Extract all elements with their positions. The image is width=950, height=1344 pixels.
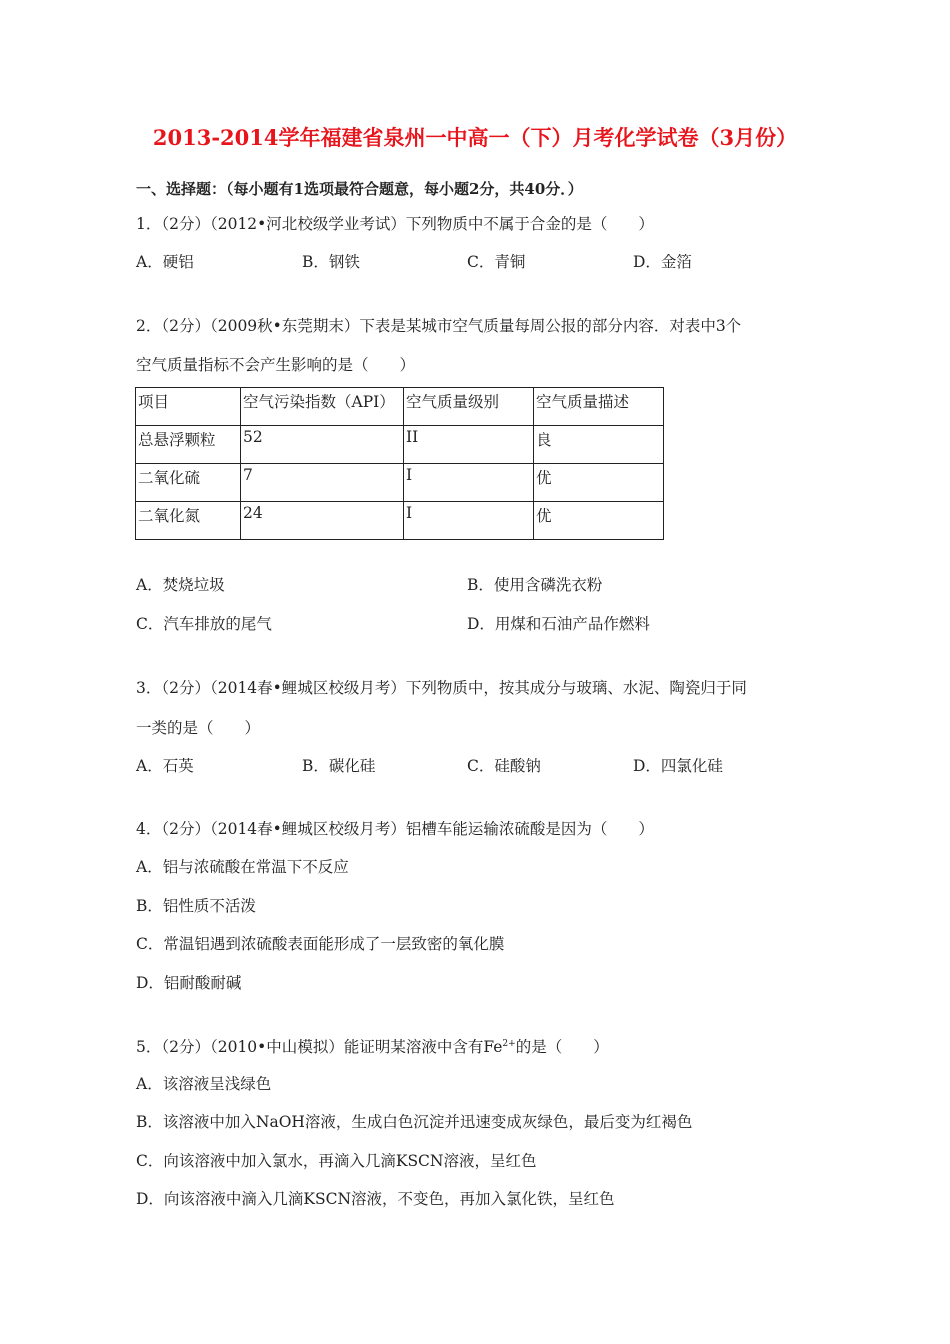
q4-option-a: A．铝与浓硫酸在常温下不反应 <box>136 858 349 876</box>
q4-option-d: D．铝耐酸耐碱 <box>136 974 242 992</box>
air-quality-table <box>135 387 664 540</box>
table-cell: I <box>404 464 534 502</box>
exam-title: 2013-2014学年福建省泉州一中高一（下）月考化学试卷（3月份） <box>152 125 798 150</box>
table-cell: I <box>404 502 534 540</box>
table-header-cell: 空气质量描述 <box>534 388 664 426</box>
question-1-stem: 1．（2分）（2012•河北校级学业考试）下列物质中不属于合金的是（ ） <box>136 215 654 233</box>
table-cell: 7 <box>241 464 404 502</box>
table-row <box>136 464 664 502</box>
table-header-cell: 空气污染指数（API） <box>241 388 404 426</box>
q5-option-c: C．向该溶液中加入氯水，再滴入几滴KSCN溶液，呈红色 <box>136 1152 537 1170</box>
table-cell: 52 <box>241 426 404 464</box>
q5-option-b: B．该溶液中加入NaOH溶液，生成白色沉淀并迅速变成灰绿色，最后变为红褐色 <box>136 1113 693 1131</box>
question-3-stem: 3．（2分）（2014春•鲤城区校级月考）下列物质中，按其成分与玻璃、水泥、陶瓷归于同 <box>136 679 747 697</box>
q1-option-c: C．青铜 <box>467 253 526 271</box>
q3-option-b: B．碳化硅 <box>302 757 376 775</box>
question-5-stem-end: 的是（ ） <box>515 1038 609 1056</box>
table-header-cell: 空气质量级别 <box>404 388 534 426</box>
table-row <box>136 426 664 464</box>
table-cell: 总悬浮颗粒 <box>136 426 241 464</box>
question-2-stem-cont: 空气质量指标不会产生影响的是（ ） <box>136 356 416 374</box>
q3-option-a: A．石英 <box>136 757 194 775</box>
q1-option-d: D．金箔 <box>633 253 692 271</box>
ion-charge-superscript: 2+ <box>502 1038 516 1049</box>
q4-option-b: B．铝性质不活泼 <box>136 897 256 915</box>
table-header-cell: 项目 <box>136 388 241 426</box>
table-cell: 优 <box>534 464 664 502</box>
question-5-stem-text: 5．（2分）（2010•中山模拟）能证明某溶液中含有Fe <box>136 1038 503 1056</box>
q2-option-b: B．使用含磷洗衣粉 <box>467 576 603 594</box>
table-cell: 二氧化氮 <box>136 502 241 540</box>
section-heading: 一、选择题：（每小题有1选项最符合题意，每小题2分，共40分．） <box>136 180 583 198</box>
table-row <box>136 502 664 540</box>
table-cell: 优 <box>534 502 664 540</box>
q4-option-c: C．常温铝遇到浓硫酸表面能形成了一层致密的氧化膜 <box>136 935 505 953</box>
q3-option-c: C．硅酸钠 <box>467 757 541 775</box>
q2-option-a: A．焚烧垃圾 <box>136 576 225 594</box>
q1-option-b: B．钢铁 <box>302 253 360 271</box>
q1-option-a: A．硬铝 <box>136 253 194 271</box>
question-3-stem-cont: 一类的是（ ） <box>136 719 261 737</box>
question-5-stem <box>136 1035 609 1057</box>
q2-option-c: C．汽车排放的尾气 <box>136 615 272 633</box>
q5-option-d: D．向该溶液中滴入几滴KSCN溶液，不变色，再加入氯化铁，呈红色 <box>136 1190 615 1208</box>
table-cell: 二氧化硫 <box>136 464 241 502</box>
question-4-stem: 4．（2分）（2014春•鲤城区校级月考）铝槽车能运输浓硫酸是因为（ ） <box>136 820 654 838</box>
question-2-stem: 2．（2分）（2009秋•东莞期末）下表是某城市空气质量每周公报的部分内容．对表中3个 <box>136 317 742 335</box>
table-header-row <box>136 388 664 426</box>
q3-option-d: D．四氯化硅 <box>633 757 723 775</box>
table-cell: 良 <box>534 426 664 464</box>
q2-option-d: D．用煤和石油产品作燃料 <box>467 615 650 633</box>
q5-option-a: A．该溶液呈浅绿色 <box>136 1075 272 1093</box>
table-cell: II <box>404 426 534 464</box>
table-cell: 24 <box>241 502 404 540</box>
